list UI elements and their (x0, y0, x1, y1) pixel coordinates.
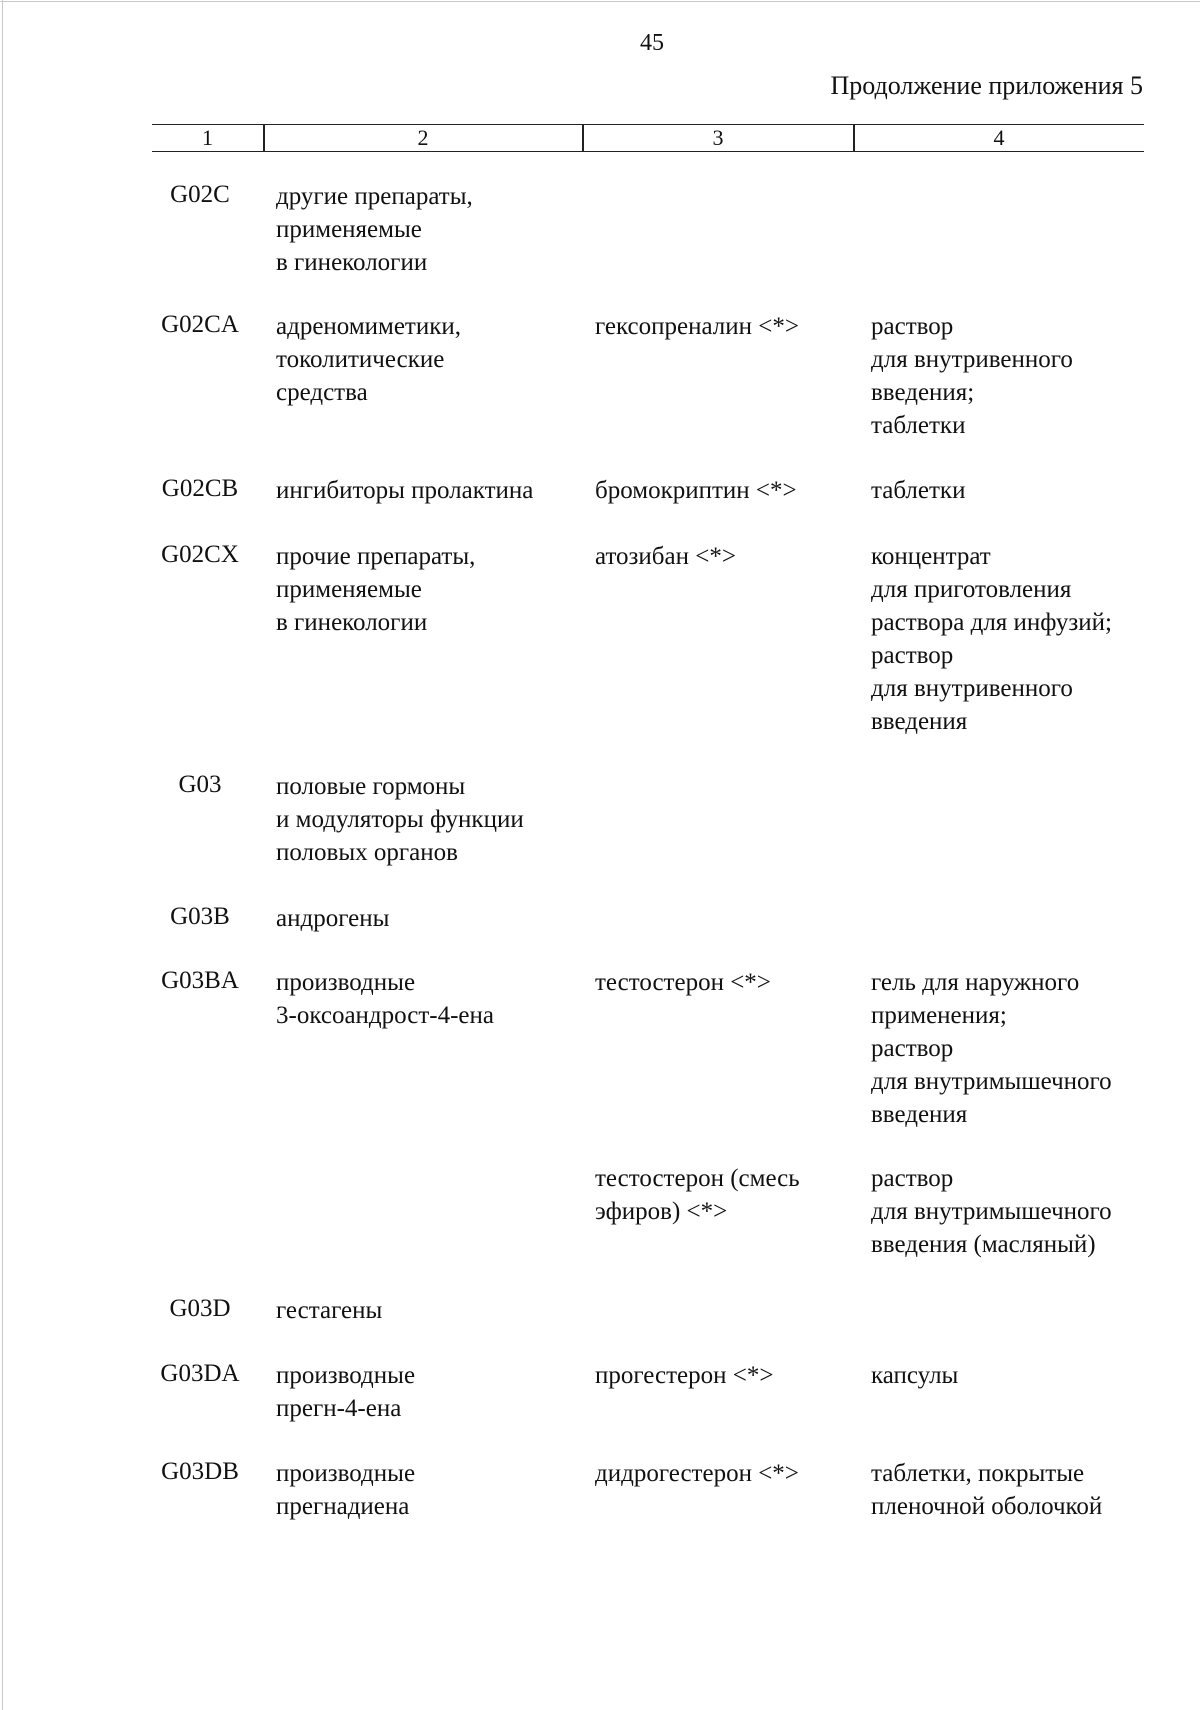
dosage-form: раствор для внутривенного введения; таблетки (871, 313, 1073, 439)
atc-code: G02CX (161, 541, 239, 568)
header-col-4: 4 (993, 125, 1005, 150)
atc-code: G03DA (160, 1360, 240, 1387)
atc-code: G02C (170, 181, 230, 208)
drug-name: атозибан <*> (595, 543, 736, 570)
group-name: половые гормоны и модуляторы функции половых органов (276, 773, 524, 866)
atc-code: G03BA (161, 967, 239, 994)
atc-code: G03B (170, 903, 230, 930)
header-col-2: 2 (417, 125, 429, 150)
dosage-form: раствор для внутримышечного введения (масляный) (871, 1165, 1112, 1258)
atc-code: G03 (178, 771, 222, 798)
group-name: производные прегн-4-ена (276, 1362, 416, 1422)
atc-code: G03D (169, 1295, 231, 1322)
atc-code: G02CA (161, 311, 239, 338)
drug-name: гексопреналин <*> (595, 313, 799, 340)
continuation-caption: Продолжение приложения 5 (830, 71, 1143, 100)
atc-code: G03DB (161, 1458, 239, 1485)
scan-edge-left (2, 0, 3, 1710)
page-number: 45 (640, 30, 664, 56)
group-name: ингибиторы пролактина (276, 477, 534, 504)
dosage-form: капсулы (871, 1362, 959, 1389)
group-name: производные 3-оксоандрост-4-ена (276, 969, 495, 1029)
dosage-form: таблетки (871, 477, 966, 504)
drug-name: бромокриптин <*> (595, 477, 797, 504)
drug-name: тестостерон (смесь эфиров) <*> (595, 1165, 800, 1225)
atc-code: G02CB (161, 475, 239, 502)
group-name: прочие препараты, применяемые в гинекологии (276, 543, 476, 636)
dosage-form: таблетки, покрытые пленочной оболочкой (871, 1460, 1103, 1520)
group-name: производные прегнадиена (276, 1460, 416, 1520)
scan-edge-top (0, 1, 1200, 2)
dosage-form: концентрат для приготовления раствора для инфузий; раствор для внутривенного введения (871, 543, 1112, 735)
drug-name: тестостерон <*> (595, 969, 771, 996)
header-col-1: 1 (202, 125, 213, 150)
group-name: андрогены (276, 905, 390, 932)
header-col-3: 3 (712, 125, 724, 150)
dosage-form: гель для наружного применения; раствор для внутримышечного введения (871, 969, 1112, 1128)
group-name: гестагены (276, 1297, 383, 1324)
group-name: адреномиметики, токолитические средства (276, 313, 462, 406)
group-name: другие препараты, применяемые в гинекологии (276, 183, 473, 276)
drug-name: прогестерон <*> (595, 1362, 774, 1389)
drug-name: дидрогестерон <*> (595, 1460, 799, 1487)
table-header (152, 124, 1144, 152)
